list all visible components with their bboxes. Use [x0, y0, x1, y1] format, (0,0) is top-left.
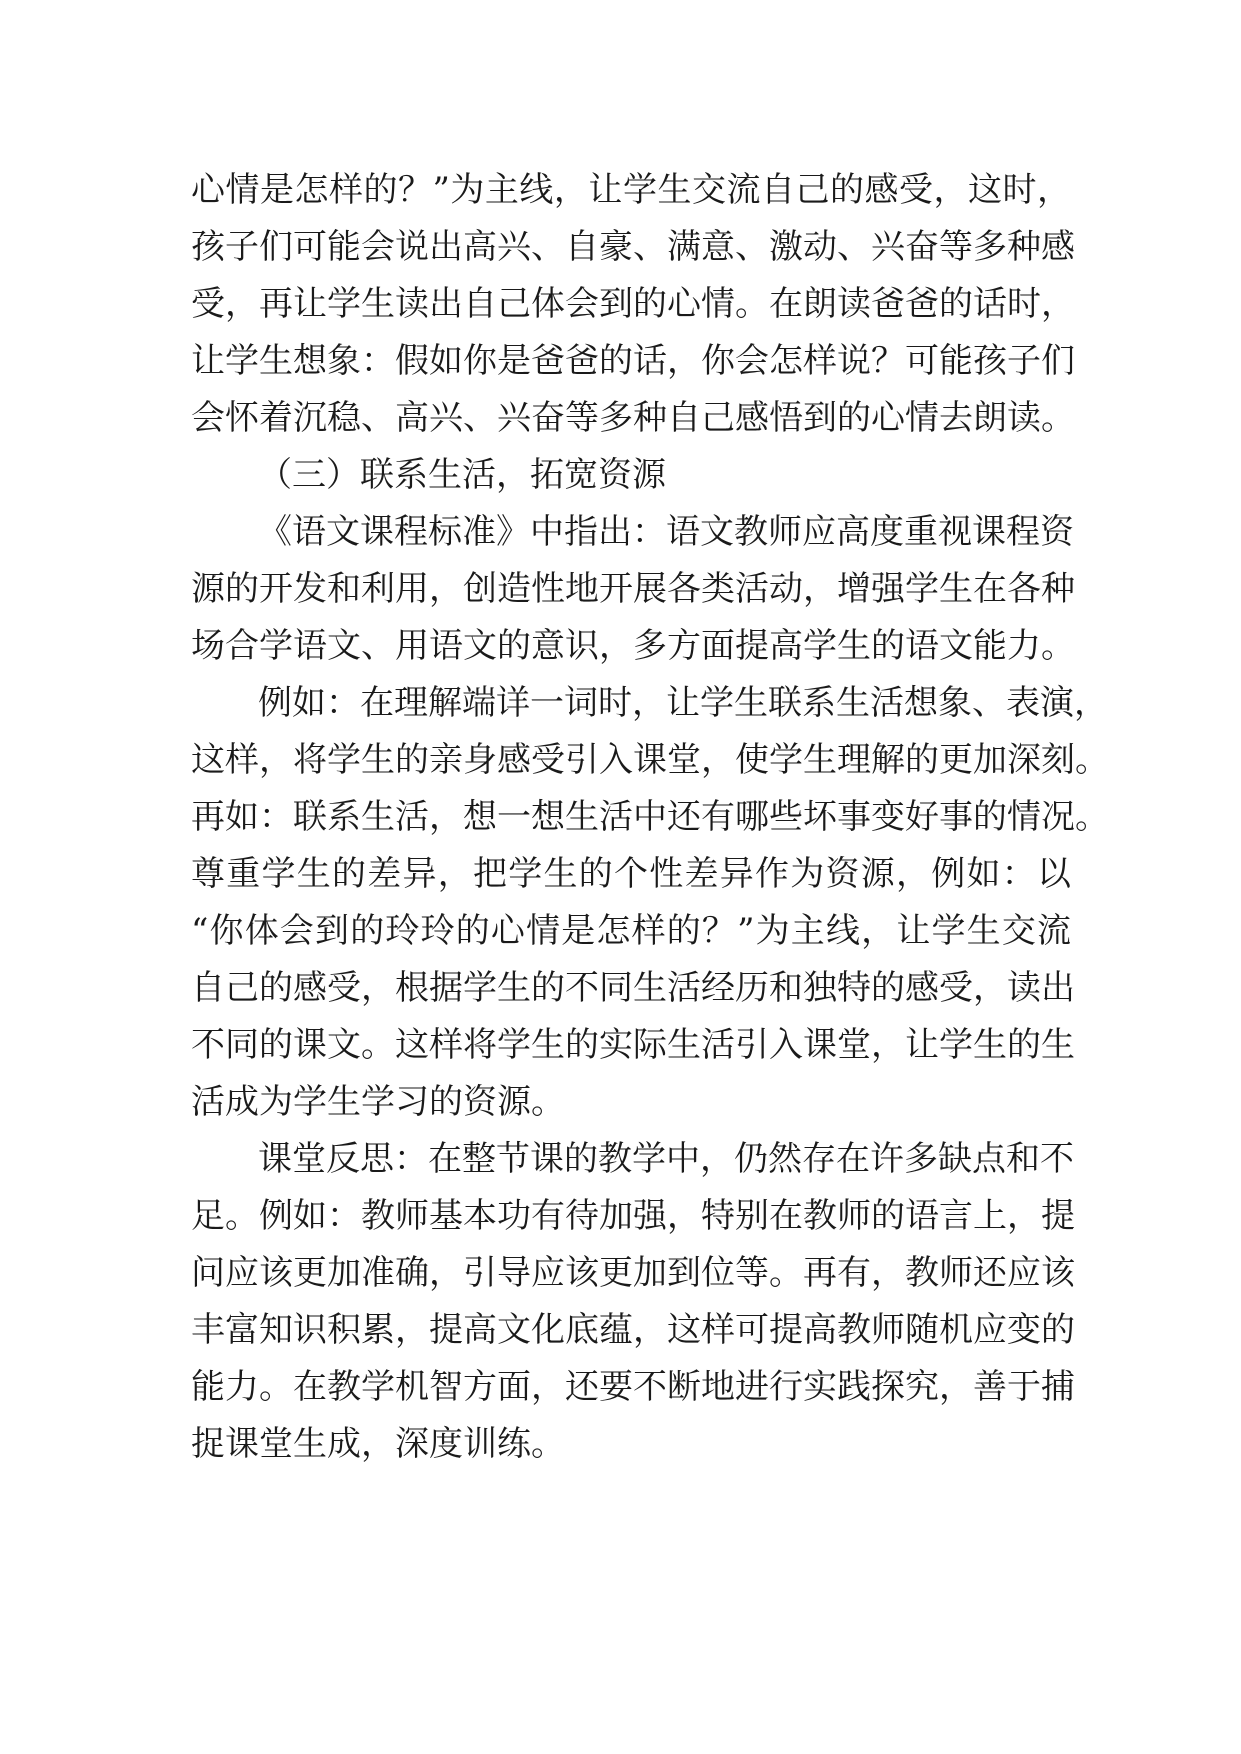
text-line: 受，再让学生读出自己体会到的心情。在朗读爸爸的话时，	[191, 284, 1075, 324]
text-line: 尊重学生的差异，把学生的个性差异作为资源，例如：以	[191, 854, 1071, 894]
text-line: 《语文课程标准》中指出：语文教师应高度重视课程资	[258, 512, 1074, 552]
text-line: 再如：联系生活，想一想生活中还有哪些坏事变好事的情况。	[191, 797, 1109, 837]
text-line: 活成为学生学习的资源。	[191, 1082, 565, 1122]
text-line: 能力。在教学机智方面，还要不断地进行实践探究，善于捕	[191, 1367, 1075, 1407]
section-heading: （三）联系生活，拓宽资源	[258, 455, 666, 495]
text-line: 孩子们可能会说出高兴、自豪、满意、激动、兴奋等多种感	[191, 227, 1075, 267]
text-line: 不同的课文。这样将学生的实际生活引入课堂，让学生的生	[191, 1025, 1075, 1065]
text-line: 让学生想象：假如你是爸爸的话，你会怎样说？可能孩子们	[191, 341, 1075, 381]
text-line: 会怀着沉稳、高兴、兴奋等多种自己感悟到的心情去朗读。	[191, 398, 1075, 438]
text-line: 足。例如：教师基本功有待加强，特别在教师的语言上，提	[191, 1196, 1075, 1236]
text-line: 问应该更加准确，引导应该更加到位等。再有，教师还应该	[191, 1253, 1075, 1293]
text-line: “你体会到的玲玲的心情是怎样的？”为主线，让学生交流	[191, 911, 1071, 951]
text-line: 自己的感受，根据学生的不同生活经历和独特的感受，读出	[191, 968, 1075, 1008]
text-line: 这样，将学生的亲身感受引入课堂，使学生理解的更加深刻。	[191, 740, 1109, 780]
text-line: 心情是怎样的？”为主线，让学生交流自己的感受，这时，	[191, 170, 1071, 210]
text-line: 丰富知识积累，提高文化底蕴，这样可提高教师随机应变的	[191, 1310, 1075, 1350]
text-line: 场合学语文、用语文的意识，多方面提高学生的语文能力。	[191, 626, 1075, 666]
text-line: 捉课堂生成，深度训练。	[191, 1424, 565, 1464]
text-line: 课堂反思：在整节课的教学中，仍然存在许多缺点和不	[258, 1139, 1074, 1179]
text-line: 源的开发和利用，创造性地开展各类活动，增强学生在各种	[191, 569, 1075, 609]
text-line: 例如：在理解端详一词时，让学生联系生活想象、表演，	[258, 683, 1108, 723]
